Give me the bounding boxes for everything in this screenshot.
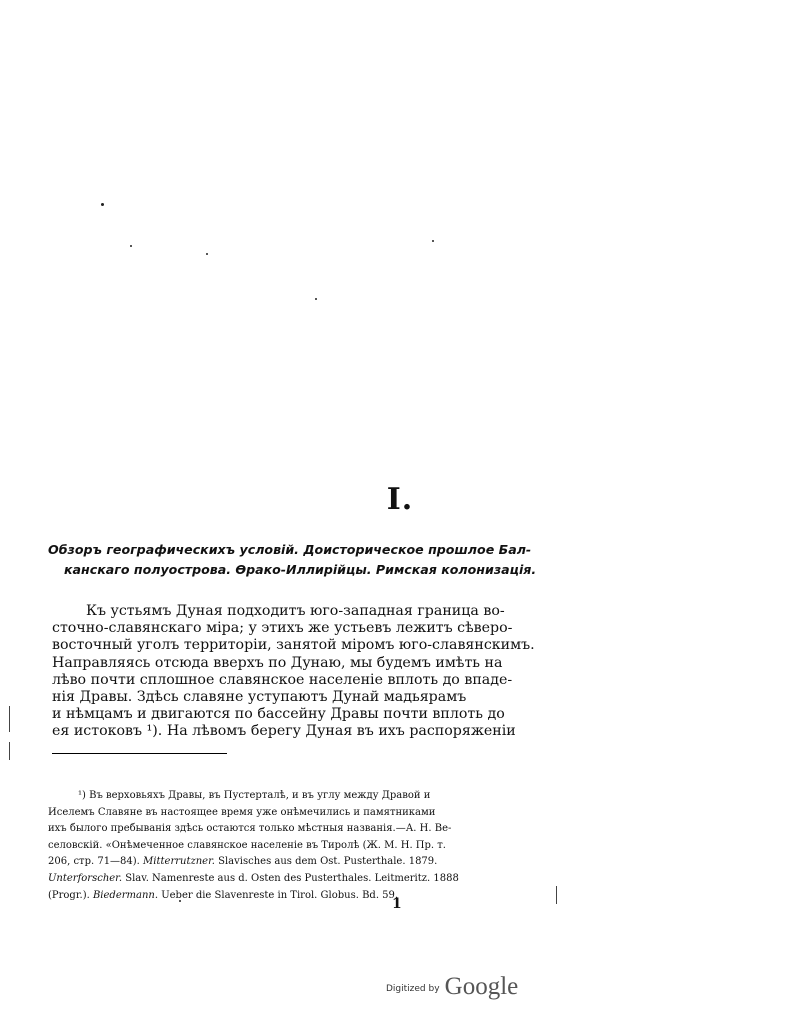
body-line: Направляясь отсюда вверхъ по Дунаю, мы будемъ имѣть на [52, 654, 503, 671]
footnote-line: ¹) Въ верховьяхъ Дравы, въ Пустерталѣ, и въ углу между Дравой и [78, 790, 431, 801]
footnote-line: Unterforscher. Slav. Namenreste aus d. Osten des Pusterthales. Leitmeritz. 1888 [48, 872, 459, 884]
body-line: Къ устьямъ Дуная подходитъ юго-западная граница во- [86, 603, 505, 619]
footnote-separator [52, 753, 227, 754]
heading-line: Обзоръ географическихъ условій. Доисторическое прошлое Бал- [48, 542, 532, 557]
heading-line: канскаго полуострова. Өрако-Иллирійцы. Римская колонизація. [64, 562, 537, 577]
scan-speck [130, 245, 132, 247]
digitized-prefix: Digitized by [386, 984, 440, 994]
body-line: сточно-славянскаго міра; у этихъ же устьевъ лежитъ сѣверо- [52, 620, 513, 637]
footnote-line: 206, стр. 71—84). Mitterrutzner. Slavisches aus dem Ost. Pusterthale. 1879. [48, 856, 438, 868]
google-logo: Google [444, 973, 519, 1000]
footnote-line: ихъ былого пребыванія здѣсь остаются только мѣстныя названія.—А. Н. Ве- [48, 823, 452, 835]
body-line: восточный уголъ территоріи, занятой міромъ юго-славянскимъ. [52, 637, 535, 654]
scan-speck [315, 298, 317, 300]
footnote-line: селовскій. «Онѣмеченное славянское населеніе въ Тиролѣ (Ж. М. Н. Пр. т. [48, 839, 446, 851]
chapter-heading [48, 540, 537, 580]
scan-edge-mark [9, 742, 10, 760]
scan-speck [206, 253, 208, 255]
footnote-line: Иселемъ Славяне въ настоящее время уже онѣмечились и памятниками [48, 806, 436, 818]
digitized-watermark [386, 973, 518, 1001]
scan-edge-mark [9, 706, 10, 732]
scan-edge-mark [556, 886, 557, 904]
body-line: лѣво почти сплошное славянское населеніе вплоть до впаде- [52, 671, 513, 688]
footnote-line: (Progr.). Biedermann. Ueber die Slavenreste in Tirol. Globus. Bd. 59. [48, 889, 399, 901]
body-line: и нѣмцамъ и двигаются по бассейну Дравы почти вплоть до [52, 706, 505, 723]
page-number: 1 [392, 896, 402, 912]
chapter-number: I. [386, 482, 414, 517]
body-line: нія Дравы. Здѣсь славяне уступаютъ Дунай мадьярамъ [52, 689, 467, 706]
scan-speck [101, 203, 104, 206]
scan-speck [432, 240, 434, 242]
body-line: ея истоковъ ¹). На лѣвомъ берегу Дуная въ ихъ распоряженіи [52, 723, 516, 740]
footnotes [48, 788, 466, 904]
body-paragraph [52, 603, 535, 741]
